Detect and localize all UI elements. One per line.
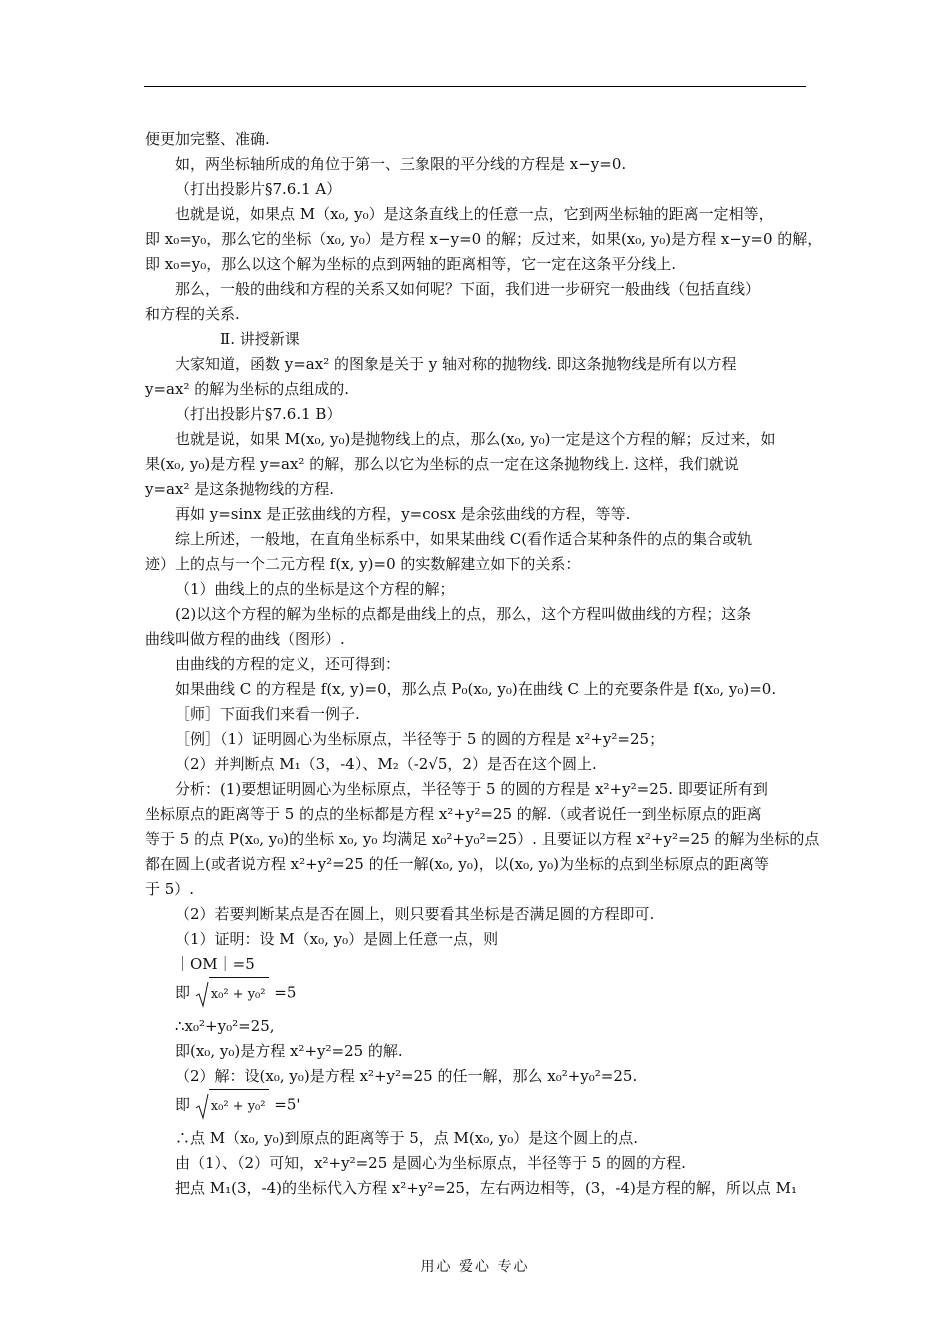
radicand: x₀² + y₀² <box>209 1089 270 1122</box>
formula-line <box>145 977 807 1014</box>
radical-sign <box>195 1092 209 1120</box>
text-line: 也就是说，如果 M(x₀, y₀)是抛物线上的点，那么(x₀, y₀)一定是这个方程的解；反过来，如 <box>175 430 776 448</box>
text-line: 由曲线的方程的定义，还可得到： <box>175 655 401 673</box>
radicand: x₀² + y₀² <box>209 977 270 1010</box>
section-heading: Ⅱ. 讲授新课 <box>220 330 300 348</box>
formula-line <box>145 1089 807 1126</box>
text-line: 果(x₀, y₀)是方程 y=ax² 的解，那么以它为坐标的点一定在这条抛物线上. 这样，我们就说 <box>145 455 739 473</box>
text-line: 即 x₀=y₀，那么它的坐标（x₀, y₀）是方程 x−y=0 的解；反过来，如果(x₀, y₀)是方程 x−y=0 的解， <box>145 230 823 248</box>
text-line: 如，两坐标轴所成的角位于第一、三象限的平分线的方程是 x−y=0. <box>175 155 627 173</box>
text-line: 把点 M₁(3，-4)的坐标代入方程 x²+y²=25，左右两边相等，(3，-4)是方程的解，所以点 M₁ <box>175 1179 797 1197</box>
formula-rhs: =5 <box>274 983 297 1002</box>
text-line: 分析：(1)要想证明圆心为坐标原点，半径等于 5 的圆的方程是 x²+y²=25. 即要证所有到 <box>175 780 768 798</box>
text-line: ∴x₀²+y₀²=25, <box>175 1017 275 1035</box>
text-line: （1）证明：设 M（x₀, y₀）是圆上任意一点，则 <box>175 930 499 948</box>
text-line: y=ax² 是这条抛物线的方程. <box>145 480 334 498</box>
page-footer: 用心 爱心 专心 <box>420 1259 530 1275</box>
header-rule <box>144 86 806 87</box>
formula-prefix: 即 <box>175 983 191 1002</box>
text-line: （打出投影片§7.6.1 A） <box>175 180 342 198</box>
text-line: 便更加完整、准确. <box>145 130 270 148</box>
text-line: （2）解：设(x₀, y₀)是方程 x²+y²=25 的任一解，那么 x₀²+y₀²=25. <box>175 1067 638 1085</box>
text-line: 那么，一般的曲线和方程的关系又如何呢？下面，我们进一步研究一般曲线（包括直线） <box>175 280 761 298</box>
text-line: 迹）上的点与一个二元方程 f(x, y)=0 的实数解建立如下的关系： <box>145 555 581 573</box>
formula-prefix: 即 <box>175 1095 191 1114</box>
text-line: （2）若要判断某点是否在圆上，则只要看其坐标是否满足圆的方程即可. <box>175 905 655 923</box>
text-line: 曲线叫做方程的曲线（图形）. <box>145 630 345 648</box>
text-line: （1）曲线上的点的坐标是这个方程的解； <box>175 580 455 598</box>
text-line: 都在圆上(或者说方程 x²+y²=25 的任一解(x₀, y₀)，以(x₀, y₀)为坐标的点到坐标原点的距离等 <box>145 855 769 873</box>
document-body <box>145 127 823 1201</box>
text-line: 大家知道，函数 y=ax² 的图象是关于 y 轴对称的抛物线. 即这条抛物线是所有以方程 <box>175 355 737 373</box>
text-line: 于 5）. <box>145 880 195 898</box>
text-line: ∴点 M（x₀, y₀)到原点的距离等于 5，点 M(x₀, y₀）是这个圆上的点. <box>175 1129 639 1147</box>
text-line: y=ax² 的解为坐标的点组成的. <box>145 380 349 398</box>
text-line: 和方程的关系. <box>145 305 240 323</box>
text-line: （打出投影片§7.6.1 B） <box>175 405 342 423</box>
text-line: 坐标原点的距离等于 5 的点的坐标都是方程 x²+y²=25 的解.（或者说任一到坐标原点的距离 <box>145 805 762 823</box>
text-line: 即 x₀=y₀，那么以这个解为坐标的点到两轴的距离相等，它一定在这条平分线上. <box>145 255 677 273</box>
text-line: ｜OM｜=5 <box>175 955 255 973</box>
text-line: 再如 y=sinx 是正弦曲线的方程，y=cosx 是余弦曲线的方程，等等. <box>175 505 631 523</box>
text-line: ［例］（1）证明圆心为坐标原点，半径等于 5 的圆的方程是 x²+y²=25； <box>175 730 665 748</box>
text-line: 也就是说，如果点 M（x₀, y₀）是这条直线上的任意一点，它到两坐标轴的距离一定相等， <box>175 205 774 223</box>
text-line: ［师］下面我们来看一例子. <box>175 705 360 723</box>
text-line: (2)以这个方程的解为坐标的点都是曲线上的点，那么，这个方程叫做曲线的方程；这条 <box>175 605 752 623</box>
text-line: 即(x₀, y₀)是方程 x²+y²=25 的解. <box>175 1042 403 1060</box>
formula-rhs: =5' <box>274 1095 301 1114</box>
radical-sign <box>195 980 209 1008</box>
text-line: 等于 5 的点 P(x₀, y₀)的坐标 x₀, y₀ 均满足 x₀²+y₀²=25）. 且要证以方程 x²+y²=25 的解为坐标的点 <box>145 830 820 848</box>
text-line: 综上所述，一般地，在直角坐标系中，如果某曲线 C(看作适合某种条件的点的集合或轨 <box>175 530 753 548</box>
text-line: （2）并判断点 M₁（3，-4）、M₂（-2√5，2）是否在这个圆上. <box>175 755 597 773</box>
text-line: 如果曲线 C 的方程是 f(x, y)=0，那么点 P₀(x₀, y₀)在曲线 C 上的充要条件是 f(x₀, y₀)=0. <box>175 680 777 698</box>
text-line: 由（1）、（2）可知，x²+y²=25 是圆心为坐标原点，半径等于 5 的圆的方程. <box>175 1154 686 1172</box>
